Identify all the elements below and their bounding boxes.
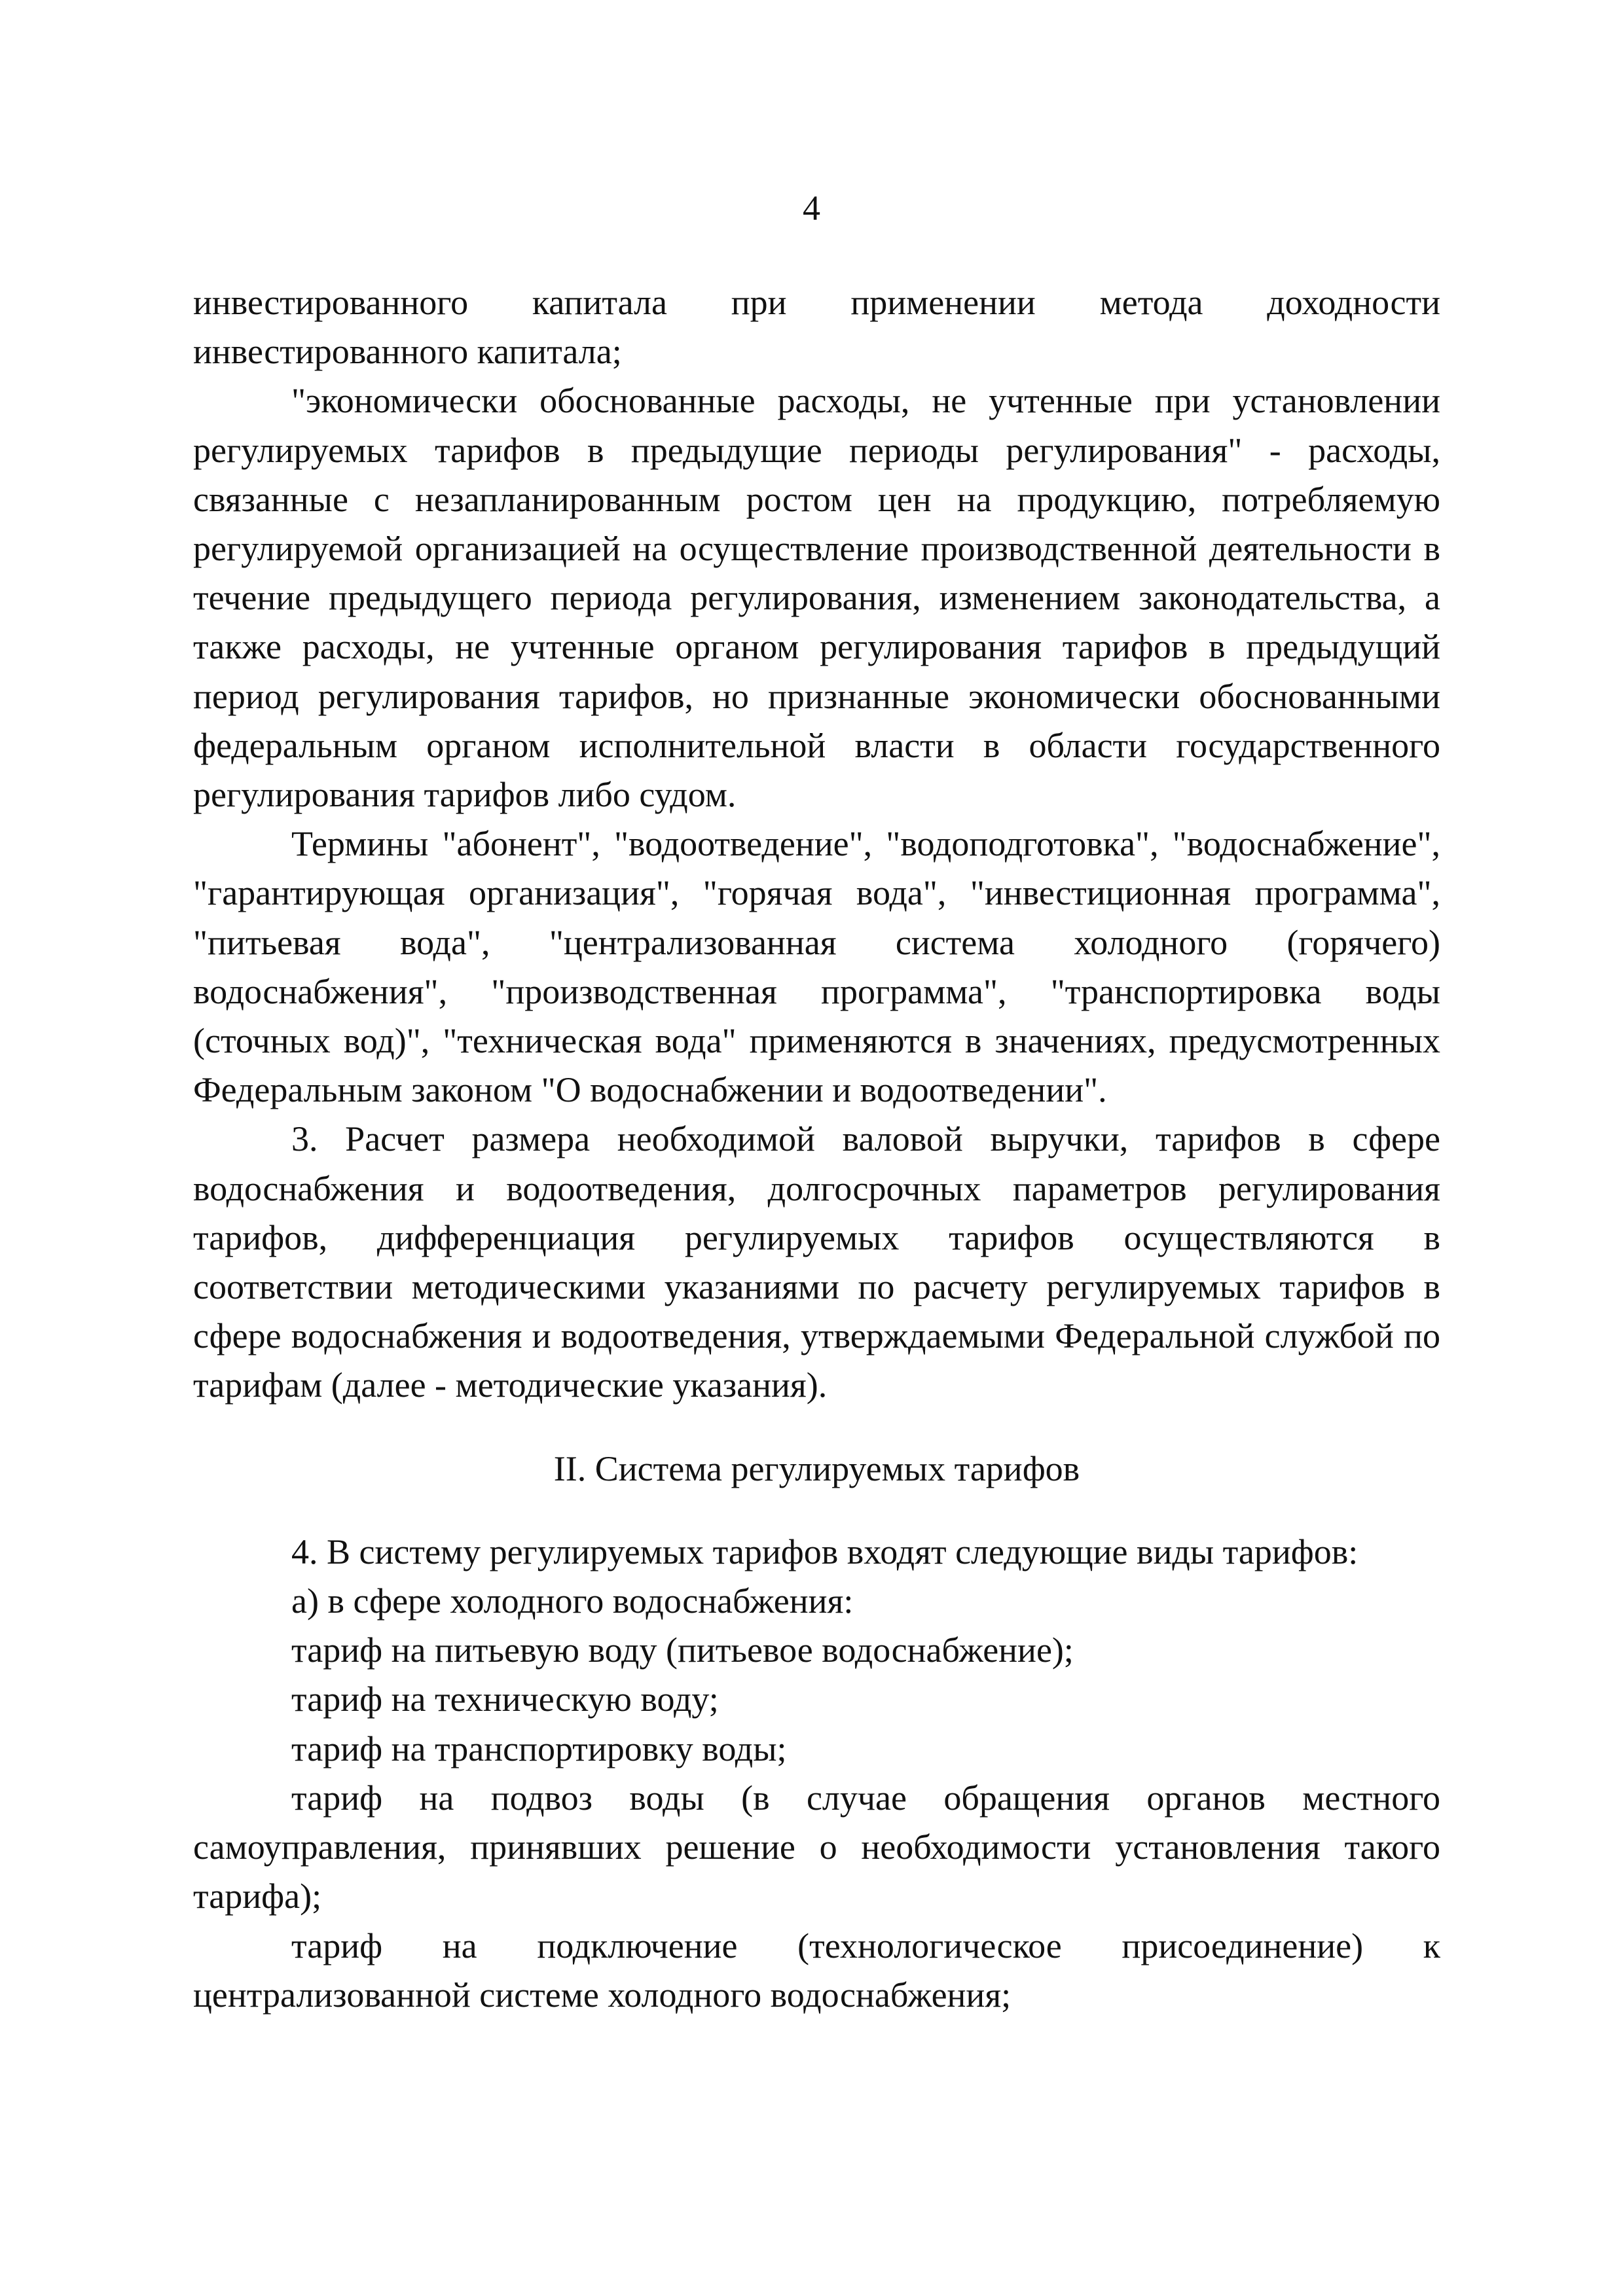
list-item-water-transport-tariff: тариф на транспортировку воды; <box>291 1729 787 1768</box>
paragraph-economic-expenses-definition: "экономически обоснованные расходы, не учтенные при установлении регулируемых тарифов в предыдущие периоды регулирования" - расходы, связанные с незапланированным ростом цен на продукцию, потребляемую регулируемой организацией на осуществление производственной деятельности в течение предыдущего периода регулирования, изменением законодательства, а также расходы, не учтенные органом регулирования тарифов в предыдущий период регулирования тарифов, но признанные экономически обоснованными федеральным органом исполнительной власти в области государственного регулирования тарифов либо судом. <box>193 381 1440 815</box>
paragraph-item-4: 4. В систему регулируемых тарифов входят следующие виды тарифов: <box>291 1532 1359 1571</box>
section-heading: II. Система регулируемых тарифов <box>553 1448 1080 1488</box>
paragraph-invested-capital-end: инвестированного капитала при применении метода доходности инвестированного капитала; <box>193 283 1440 372</box>
list-item-drinking-water-tariff: тариф на питьевую воду (питьевое водоснабжение); <box>291 1630 1074 1670</box>
list-item-technical-water-tariff: тариф на техническую воду; <box>291 1679 719 1719</box>
paragraph-item-3: 3. Расчет размера необходимой валовой выручки, тарифов в сфере водоснабжения и водоотведения, долгосрочных параметров регулирования тарифов, дифференциация регулируемых тарифов осуществляются в соответствии методическими указаниями по расчету регулируемых тарифов в сфере водоснабжения и водоотведения, утверждаемыми Федеральной службой по тарифам (далее - методические указания). <box>193 1119 1440 1405</box>
list-item-connection-tariff: тариф на подключение (технологическое присоединение) к централизованной системе холодного водоснабжения; <box>193 1926 1440 2015</box>
paragraph-terms: Термины "абонент", "водоотведение", "водоподготовка", "водоснабжение", "гарантирующая организация", "горячая вода", "инвестиционная программа", "питьевая вода", "централизованная система холодного (горячего) водоснабжения", "производственная программа", "транспортировка воды (сточных вод)", "техническая вода" применяются в значениях, предусмотренных Федеральным законом "О водоснабжении и водоотведении". <box>193 824 1440 1110</box>
document-body <box>193 278 1440 2020</box>
list-item-cold-water-sphere: а) в сфере холодного водоснабжения: <box>291 1581 854 1621</box>
page-number: 4 <box>803 188 820 228</box>
list-item-water-delivery-tariff: тариф на подвоз воды (в случае обращения органов местного самоуправления, принявших решение о необходимости установления такого тарифа); <box>193 1778 1440 1916</box>
